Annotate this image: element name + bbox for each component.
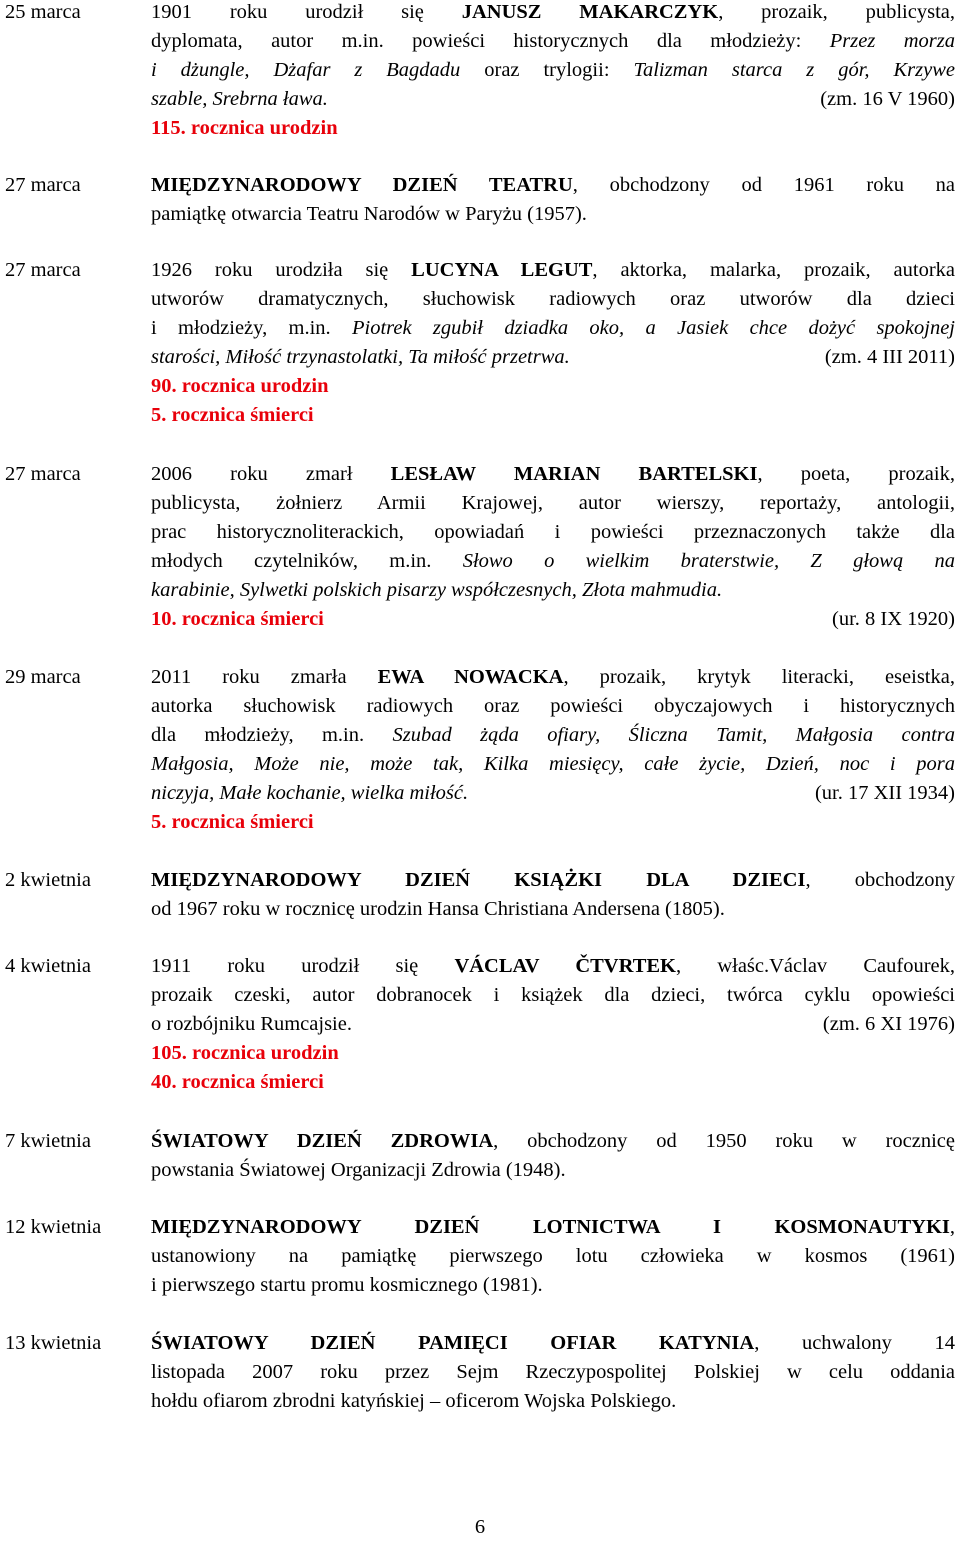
- entry-date: 27 marca: [5, 174, 81, 196]
- entry-date: 29 marca: [5, 666, 81, 688]
- text-line: [151, 1156, 955, 1185]
- text-line: [151, 1271, 955, 1300]
- text-segment: , obchodzony od 1950 roku w rocznicę: [493, 1130, 955, 1152]
- anniversary-note: 90. rocznica urodzin: [151, 375, 329, 397]
- text-segment: publicysta, żołnierz Armii Krajowej, autor wierszy, reportaży, antologii,: [151, 492, 955, 514]
- text-segment: od 1967 roku w rocznicę urodzin Hansa Christiana Andersena (1805).: [151, 898, 725, 920]
- entry-text: [151, 0, 955, 143]
- italic-title: karabinie, Sylwetki polskich pisarzy współczesnych, Złota mahmudia.: [151, 579, 723, 601]
- text-segment: prac historycznoliterackich, opowiadań i powieści przeznaczonych także dla: [151, 521, 955, 543]
- italic-title: niczyja, Małe kochanie, wielka miłość.: [151, 782, 469, 804]
- line-left: [151, 85, 328, 114]
- line-left: [151, 779, 468, 808]
- text-segment: pamiątkę otwarcia Teatru Narodów w Paryżu (1957).: [151, 203, 587, 225]
- life-date: [815, 779, 955, 808]
- italic-title: szable, Srebrna ława.: [151, 88, 328, 110]
- text-line: [151, 56, 955, 85]
- text-line: [151, 576, 955, 605]
- text-line: [151, 27, 955, 56]
- italic-title: Piotrek zgubił dziadka oko, a Jasiek chce dożyć spokojnej: [351, 317, 956, 339]
- anniversary-note: 105. rocznica urodzin: [151, 1042, 339, 1064]
- text-line: [151, 866, 955, 895]
- text-segment: 1926 roku urodziła się: [151, 259, 412, 281]
- entry-date: 25 marca: [5, 1, 81, 23]
- life-date: [823, 1010, 955, 1039]
- text-line: [151, 663, 955, 692]
- life-date: [820, 85, 955, 114]
- anniversary-note: 5. rocznica śmierci: [151, 404, 314, 426]
- bold-name: EWA NOWACKA: [377, 666, 564, 688]
- text-segment: 1911 roku urodził się: [151, 955, 455, 977]
- entry-date: 7 kwietnia: [5, 1130, 91, 1152]
- line-left: [151, 1010, 352, 1039]
- text-segment: , uchwalony 14: [754, 1332, 955, 1354]
- text-segment: , prozaik, publicysta,: [718, 1, 955, 23]
- text-line-with-date: [151, 779, 955, 808]
- text-segment: prozaik czeski, autor dobranocek i książek dla dzieci, twórca cyklu opowieści: [151, 984, 955, 1006]
- text-line: [151, 1127, 955, 1156]
- text-segment: (zm. 16 V 1960): [820, 88, 955, 110]
- text-line: [151, 285, 955, 314]
- text-segment: powstania Światowej Organizacji Zdrowia (1948).: [151, 1159, 566, 1181]
- line-left: [151, 605, 324, 634]
- text-segment: utworów dramatycznych, słuchowisk radiowych oraz utworów dla dzieci: [151, 288, 955, 310]
- entry-date: 2 kwietnia: [5, 869, 91, 891]
- text-line: [151, 895, 955, 924]
- text-line-with-date: [151, 605, 955, 634]
- text-line: [151, 1329, 955, 1358]
- text-line-with-date: [151, 343, 955, 372]
- text-line: [151, 489, 955, 518]
- anniversary-note: 40. rocznica śmierci: [151, 1071, 324, 1093]
- text-segment: listopada 2007 roku przez Sejm Rzeczypospolitej Polskiej w celu oddania: [151, 1361, 955, 1383]
- bold-name: MIĘDZYNARODOWY DZIEŃ TEATRU: [151, 174, 573, 196]
- entry-date: 27 marca: [5, 463, 81, 485]
- bold-name: ŚWIATOWY DZIEŃ PAMIĘCI OFIAR KATYNIA: [151, 1332, 755, 1354]
- italic-title: Szubad żąda ofiary, Śliczna Tamit, Małgosia contra: [392, 724, 955, 746]
- anniversary-note: 115. rocznica urodzin: [151, 117, 338, 139]
- life-date: [832, 605, 955, 634]
- text-segment: oraz trylogii:: [460, 59, 634, 81]
- text-segment: dyplomata, autor m.in. powieści historycznych dla młodzieży:: [151, 30, 830, 52]
- text-segment: autorka słuchowisk radiowych oraz powieści obyczajowych i historycznych: [151, 695, 955, 717]
- text-segment: (ur. 8 IX 1920): [832, 608, 955, 630]
- text-line: [151, 750, 955, 779]
- italic-title: Talizman starca z gór, Krzywe: [633, 59, 955, 81]
- text-segment: , poeta, prozaik,: [757, 463, 955, 485]
- text-line: [151, 460, 955, 489]
- text-segment: , właśc.Václav Caufourek,: [676, 955, 956, 977]
- entry-text: [151, 1213, 955, 1300]
- text-segment: , prozaik, krytyk literacki, eseistka,: [563, 666, 955, 688]
- italic-title: i dżungle, Dżafar z Bagdadu: [151, 59, 461, 81]
- text-line: [151, 952, 955, 981]
- text-segment: , obchodzony od 1961 roku na: [572, 174, 955, 196]
- entry-date: 4 kwietnia: [5, 955, 91, 977]
- text-segment: , obchodzony: [805, 869, 955, 891]
- text-segment: (zm. 6 XI 1976): [822, 1013, 955, 1035]
- text-line: [151, 981, 955, 1010]
- text-segment: , aktorka, malarka, prozaik, autorka: [592, 259, 955, 281]
- line-left: [151, 343, 570, 372]
- text-line: [151, 314, 955, 343]
- text-segment: 2011 roku zmarła: [151, 666, 378, 688]
- italic-title: Przez morza: [829, 30, 955, 52]
- bold-name: LESŁAW MARIAN BARTELSKI: [390, 463, 758, 485]
- entry-text: [151, 663, 955, 837]
- entry-date: 13 kwietnia: [5, 1332, 102, 1354]
- text-segment: (ur. 17 XII 1934): [814, 782, 955, 804]
- text-segment: ustanowiony na pamiątkę pierwszego lotu człowieka w kosmos (1961): [151, 1245, 955, 1267]
- life-date: [825, 343, 955, 372]
- text-line: [151, 1387, 955, 1416]
- text-line: [151, 256, 955, 285]
- text-line-with-date: [151, 1010, 955, 1039]
- text-segment: 2006 roku zmarł: [151, 463, 391, 485]
- text-line: [151, 171, 955, 200]
- text-segment: młodych czytelników, m.in.: [151, 550, 463, 572]
- text-segment: o rozbójniku Rumcajsie.: [151, 1013, 352, 1035]
- entry-text: [151, 1127, 955, 1185]
- text-line: [151, 0, 955, 27]
- text-segment: ,: [949, 1216, 955, 1238]
- italic-title: starości, Miłość trzynastolatki, Ta miłość przetrwa.: [151, 346, 570, 368]
- entry-text: [151, 460, 955, 634]
- page-number: 6: [474, 1516, 486, 1538]
- entry-text: [151, 171, 955, 229]
- text-line: [151, 1213, 955, 1242]
- text-line: [151, 692, 955, 721]
- entry-text: [151, 1329, 955, 1416]
- bold-name: VÁCLAV ČTVRTEK: [454, 955, 676, 977]
- text-line: [151, 721, 955, 750]
- bold-name: MIĘDZYNARODOWY DZIEŃ LOTNICTWA I KOSMONAUTYKI: [151, 1216, 950, 1238]
- entry-text: [151, 952, 955, 1097]
- anniversary-note: 10. rocznica śmierci: [151, 608, 324, 630]
- text-line: [151, 518, 955, 547]
- bold-name: ŚWIATOWY DZIEŃ ZDROWIA: [151, 1130, 494, 1152]
- anniversary-note: 5. rocznica śmierci: [151, 811, 314, 833]
- text-segment: i pierwszego startu promu kosmicznego (1981).: [151, 1274, 543, 1296]
- text-segment: (zm. 4 III 2011): [824, 346, 955, 368]
- entry-date: 12 kwietnia: [5, 1216, 102, 1238]
- entry-text: [151, 256, 955, 430]
- italic-title: Małgosia, Może nie, może tak, Kilka miesięcy, całe życie, Dzień, noc i pora: [151, 753, 955, 775]
- text-line: [151, 1242, 955, 1271]
- bold-name: MIĘDZYNARODOWY DZIEŃ KSIĄŻKI DLA DZIECI: [151, 869, 806, 891]
- bold-name: JANUSZ MAKARCZYK: [461, 1, 719, 23]
- entry-text: [151, 866, 955, 924]
- text-segment: 1901 roku urodził się: [151, 1, 462, 23]
- text-line: [151, 1358, 955, 1387]
- text-line-with-date: [151, 85, 955, 114]
- text-segment: dla młodzieży, m.in.: [151, 724, 393, 746]
- text-line: [151, 547, 955, 576]
- text-line: [151, 200, 955, 229]
- text-segment: i młodzieży, m.in.: [151, 317, 352, 339]
- italic-title: Słowo o wielkim braterstwie, Z głową na: [462, 550, 955, 572]
- entry-date: 27 marca: [5, 259, 81, 281]
- bold-name: LUCYNA LEGUT: [411, 259, 593, 281]
- text-segment: hołdu ofiarom zbrodni katyńskiej – oficerom Wojska Polskiego.: [151, 1390, 677, 1412]
